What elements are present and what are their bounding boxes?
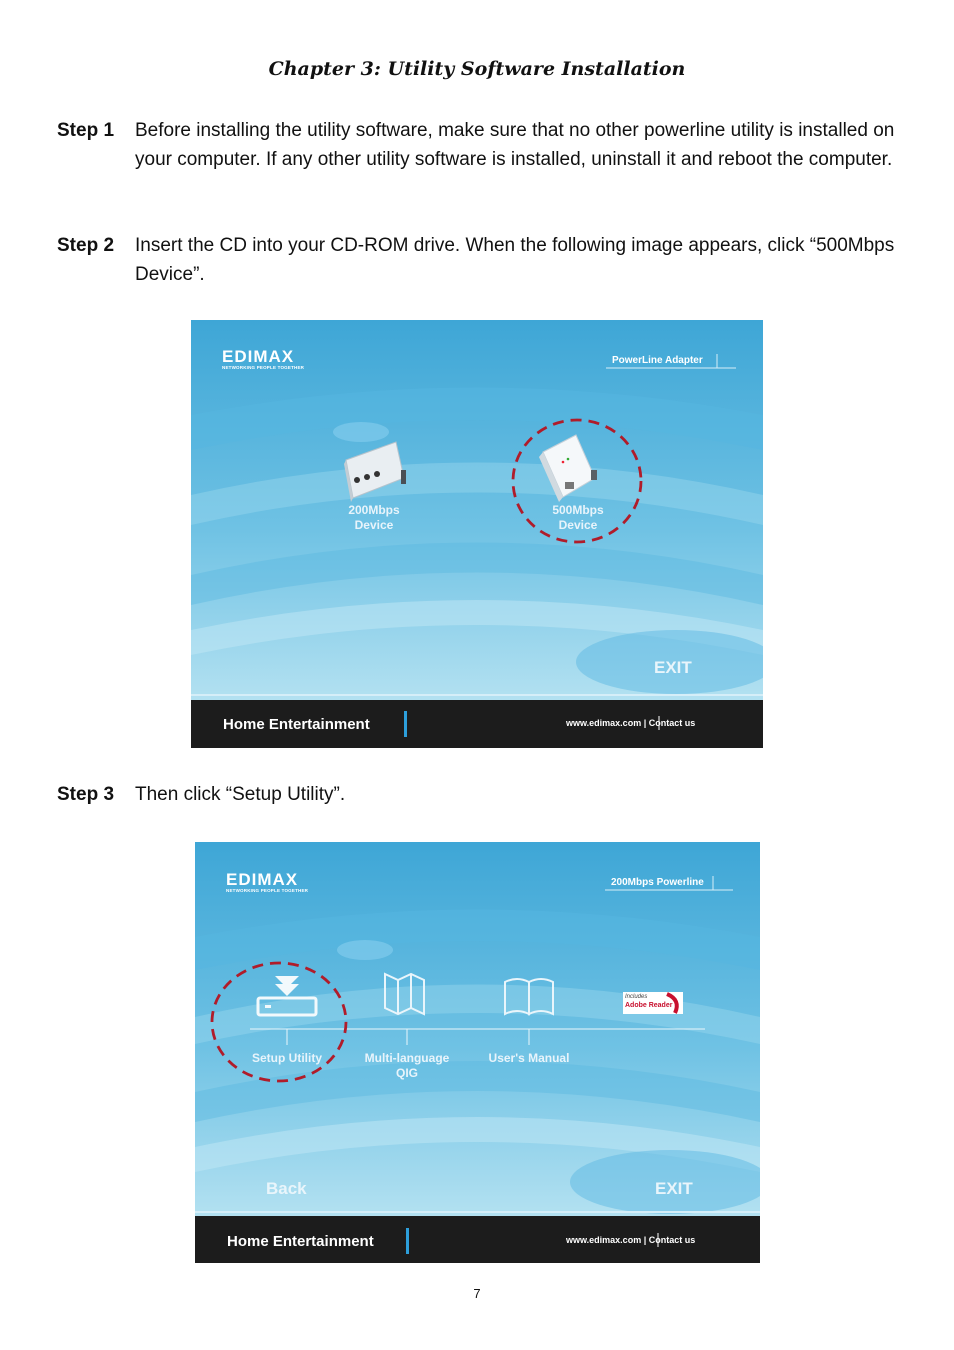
step-label: Step 3 (57, 784, 115, 805)
screenshot-1-background (191, 320, 763, 748)
page-number: 7 (473, 1286, 481, 1301)
step-1 (57, 116, 897, 174)
step-3 (57, 780, 897, 809)
edimax-tagline: NETWORKING PEOPLE TOGETHER (222, 365, 305, 370)
device-200-button[interactable]: 200Mbps Device (348, 503, 400, 532)
step-label: Step 2 (57, 235, 115, 256)
step-text: Before installing the utility software, make sure that no other powerline utility is installed on your computer. If any other utility software is installed, uninstall it and reboot the computer. (135, 120, 895, 170)
exit-button[interactable]: EXIT (654, 658, 692, 677)
users-manual-button[interactable]: User's Manual (488, 1051, 570, 1065)
setup-utility-button[interactable]: Setup Utility (251, 1051, 322, 1065)
multi-language-qig-button[interactable]: Multi-language QIG (364, 1051, 450, 1080)
step-2 (57, 231, 897, 289)
footer-links[interactable]: www.edimax.com | Contact us (566, 718, 696, 728)
adobe-reader-text[interactable]: Adobe Reader (625, 1002, 673, 1009)
edimax-logo: EDIMAX (222, 347, 295, 366)
footer-title: Home Entertainment (227, 1233, 374, 1250)
product-label: PowerLine Adapter (612, 355, 703, 366)
back-button[interactable]: Back (266, 1179, 307, 1198)
cd-menu-screenshot-2 (195, 842, 760, 1263)
footer-links[interactable]: www.edimax.com | Contact us (566, 1235, 696, 1245)
product-label: 200Mbps Powerline (611, 877, 704, 888)
cd-menu-screenshot-1 (191, 320, 763, 748)
exit-button[interactable]: EXIT (655, 1179, 693, 1198)
step-text: Insert the CD into your CD-ROM drive. When the following image appears, click “500Mbps Device”. (135, 235, 895, 285)
device-500-button[interactable]: 500Mbps Device (552, 503, 604, 532)
step-text: Then click “Setup Utility”. (135, 784, 346, 805)
chapter-title: Chapter 3: Utility Software Installation (268, 58, 686, 80)
edimax-logo: EDIMAX (226, 870, 299, 889)
adobe-includes-text: Includes (625, 994, 648, 1000)
step-label: Step 1 (57, 120, 115, 141)
edimax-tagline: NETWORKING PEOPLE TOGETHER (226, 888, 309, 893)
footer-title: Home Entertainment (223, 716, 370, 733)
